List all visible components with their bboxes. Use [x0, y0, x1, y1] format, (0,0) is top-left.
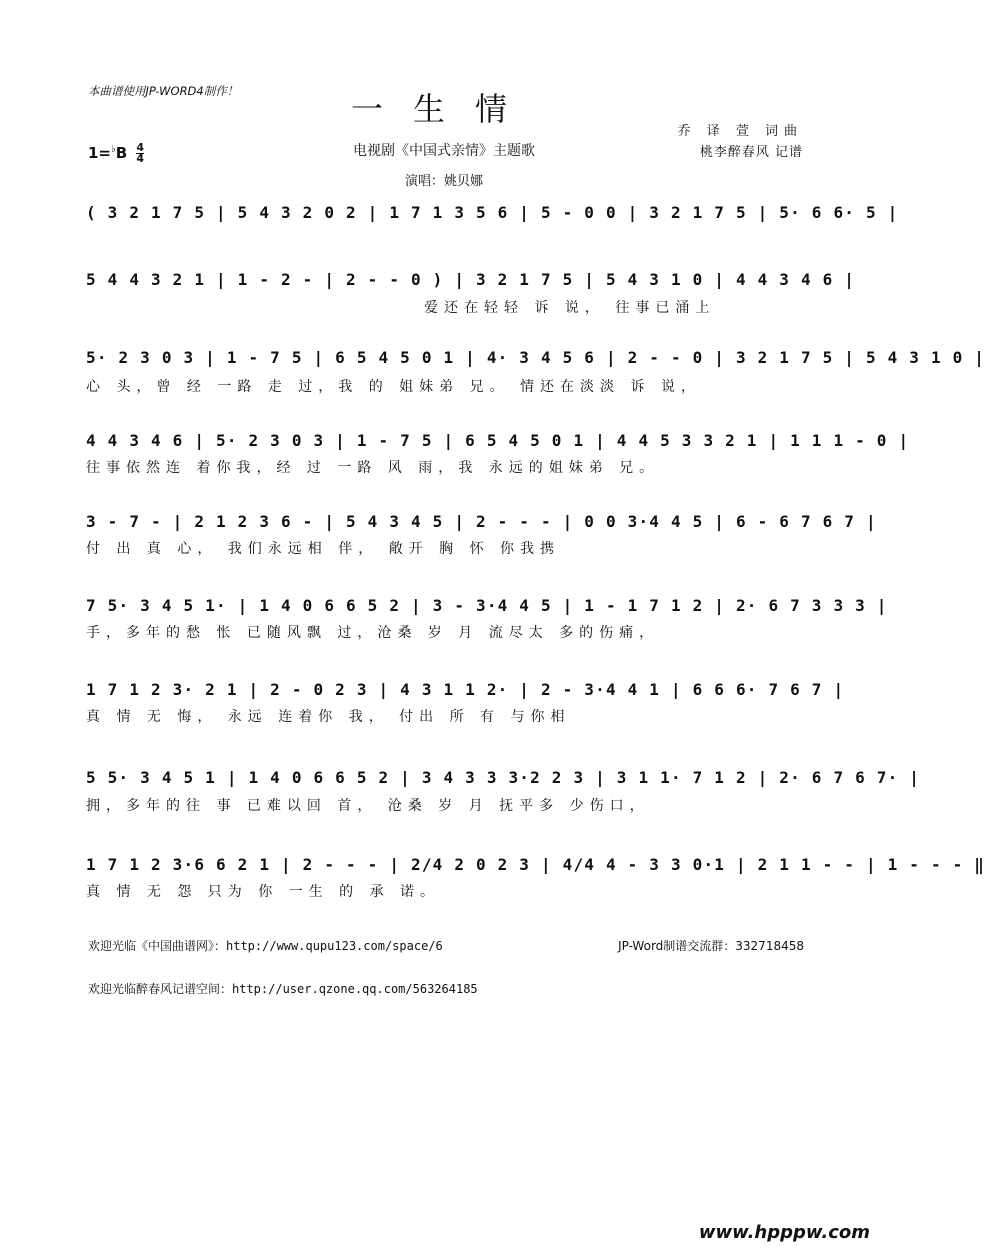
footer-group: JP-Word制谱交流群：332718458: [618, 939, 804, 953]
footer-link-qzone[interactable]: 欢迎光临醉春风记谱空间：http://user.qzone.qq.com/563264185: [88, 982, 478, 996]
footer-link-qupu[interactable]: 欢迎光临《中国曲谱网》：http://www.qupu123.com/space/6: [88, 939, 443, 953]
score-line-6-notes: 7 5· 3 4 5 1· | 1 4 0 6 6 5 2 | 3 - 3·4 4 5 | 1 - 1 7 1 2 | 2· 6 7 3 3 3 |: [86, 596, 888, 615]
meter-top: 4: [136, 141, 145, 154]
score-line-2-notes: 5 4 4 3 2 1 | 1 - 2 - | 2 - - 0 ) | 3 2 1 7 5 | 5 4 3 1 0 | 4 4 3 4 6 |: [86, 270, 856, 289]
singer: 演唱：姚贝娜: [404, 174, 483, 189]
score-line-6-lyrics: 手，多年的愁 怅 已随风飘 过，沧桑 岁 月 流尽太 多的伤痛，: [86, 625, 660, 641]
score-line-7-lyrics: 真 情 无 悔， 永远 连着你 我， 付出 所 有 与你相: [86, 709, 571, 725]
subtitle: 电视剧《中国式亲情》主题歌: [353, 143, 535, 159]
score-line-9-notes: 1 7 1 2 3·6 6 2 1 | 2 - - - | 2/4 2 0 2 3 | 4/4 4 - 3 3 0·1 | 2 1 1 - - | 1 - - - ‖: [86, 855, 985, 874]
score-line-2-lyrics: 爱还在轻轻 诉 说， 往事已涌上: [424, 300, 716, 316]
score-line-7-notes: 1 7 1 2 3· 2 1 | 2 - 0 2 3 | 4 3 1 1 2· | 2 - 3·4 4 1 | 6 6 6· 7 6 7 |: [86, 680, 845, 699]
score-line-8-lyrics: 拥，多年的往 事 已难以回 首， 沧桑 岁 月 抚平多 少伤口，: [86, 798, 650, 814]
lyricist-composer: 乔 译 萱 词曲: [677, 124, 803, 139]
score-line-9-lyrics: 真 情 无 怨 只为 你 一生 的 承 诺。: [86, 884, 441, 900]
score-line-4-lyrics: 往事依然连 着你我，经 过 一路 风 雨，我 永远的姐妹弟 兄。: [86, 460, 660, 476]
score-line-3-notes: 5· 2 3 0 3 | 1 - 7 5 | 6 5 4 5 0 1 | 4· 3 4 5 6 | 2 - - 0 | 3 2 1 7 5 | 5 4 3 1 0 |: [86, 348, 985, 367]
score-line-4-notes: 4 4 3 4 6 | 5· 2 3 0 3 | 1 - 7 5 | 6 5 4 5 0 1 | 4 4 5 3 3 2 1 | 1 1 1 - 0 |: [86, 431, 910, 450]
software-note: 本曲谱使用JP-WORD4制作！: [88, 84, 239, 98]
score-line-1-notes: ( 3 2 1 7 5 | 5 4 3 2 0 2 | 1 7 1 3 5 6 | 5 - 0 0 | 3 2 1 7 5 | 5· 6 6· 5 |: [86, 203, 899, 222]
key-prefix: 1=: [88, 144, 112, 162]
meter-bottom: 4: [136, 152, 145, 165]
transcriber: 桃李醉春风 记谱: [699, 145, 803, 160]
song-title: 一生情: [350, 90, 537, 128]
score-line-3-lyrics: 心 头，曾 经 一路 走 过，我 的 姐妹弟 兄。 情还在淡淡 诉 说，: [86, 379, 701, 395]
watermark: www.hpppw.com: [698, 1222, 870, 1243]
score-line-5-notes: 3 - 7 - | 2 1 2 3 6 - | 5 4 3 4 5 | 2 - - - | 0 0 3·4 4 5 | 6 - 6 7 6 7 |: [86, 512, 877, 531]
score-line-5-lyrics: 付 出 真 心， 我们永远相 伴， 敞开 胸 怀 你我携: [86, 541, 561, 557]
key-letter: B: [115, 144, 128, 162]
score-line-8-notes: 5 5· 3 4 5 1 | 1 4 0 6 6 5 2 | 3 4 3 3 3·2 2 3 | 3 1 1· 7 1 2 | 2· 6 7 6 7· |: [86, 768, 921, 787]
flat-sign: ♭: [111, 144, 116, 155]
